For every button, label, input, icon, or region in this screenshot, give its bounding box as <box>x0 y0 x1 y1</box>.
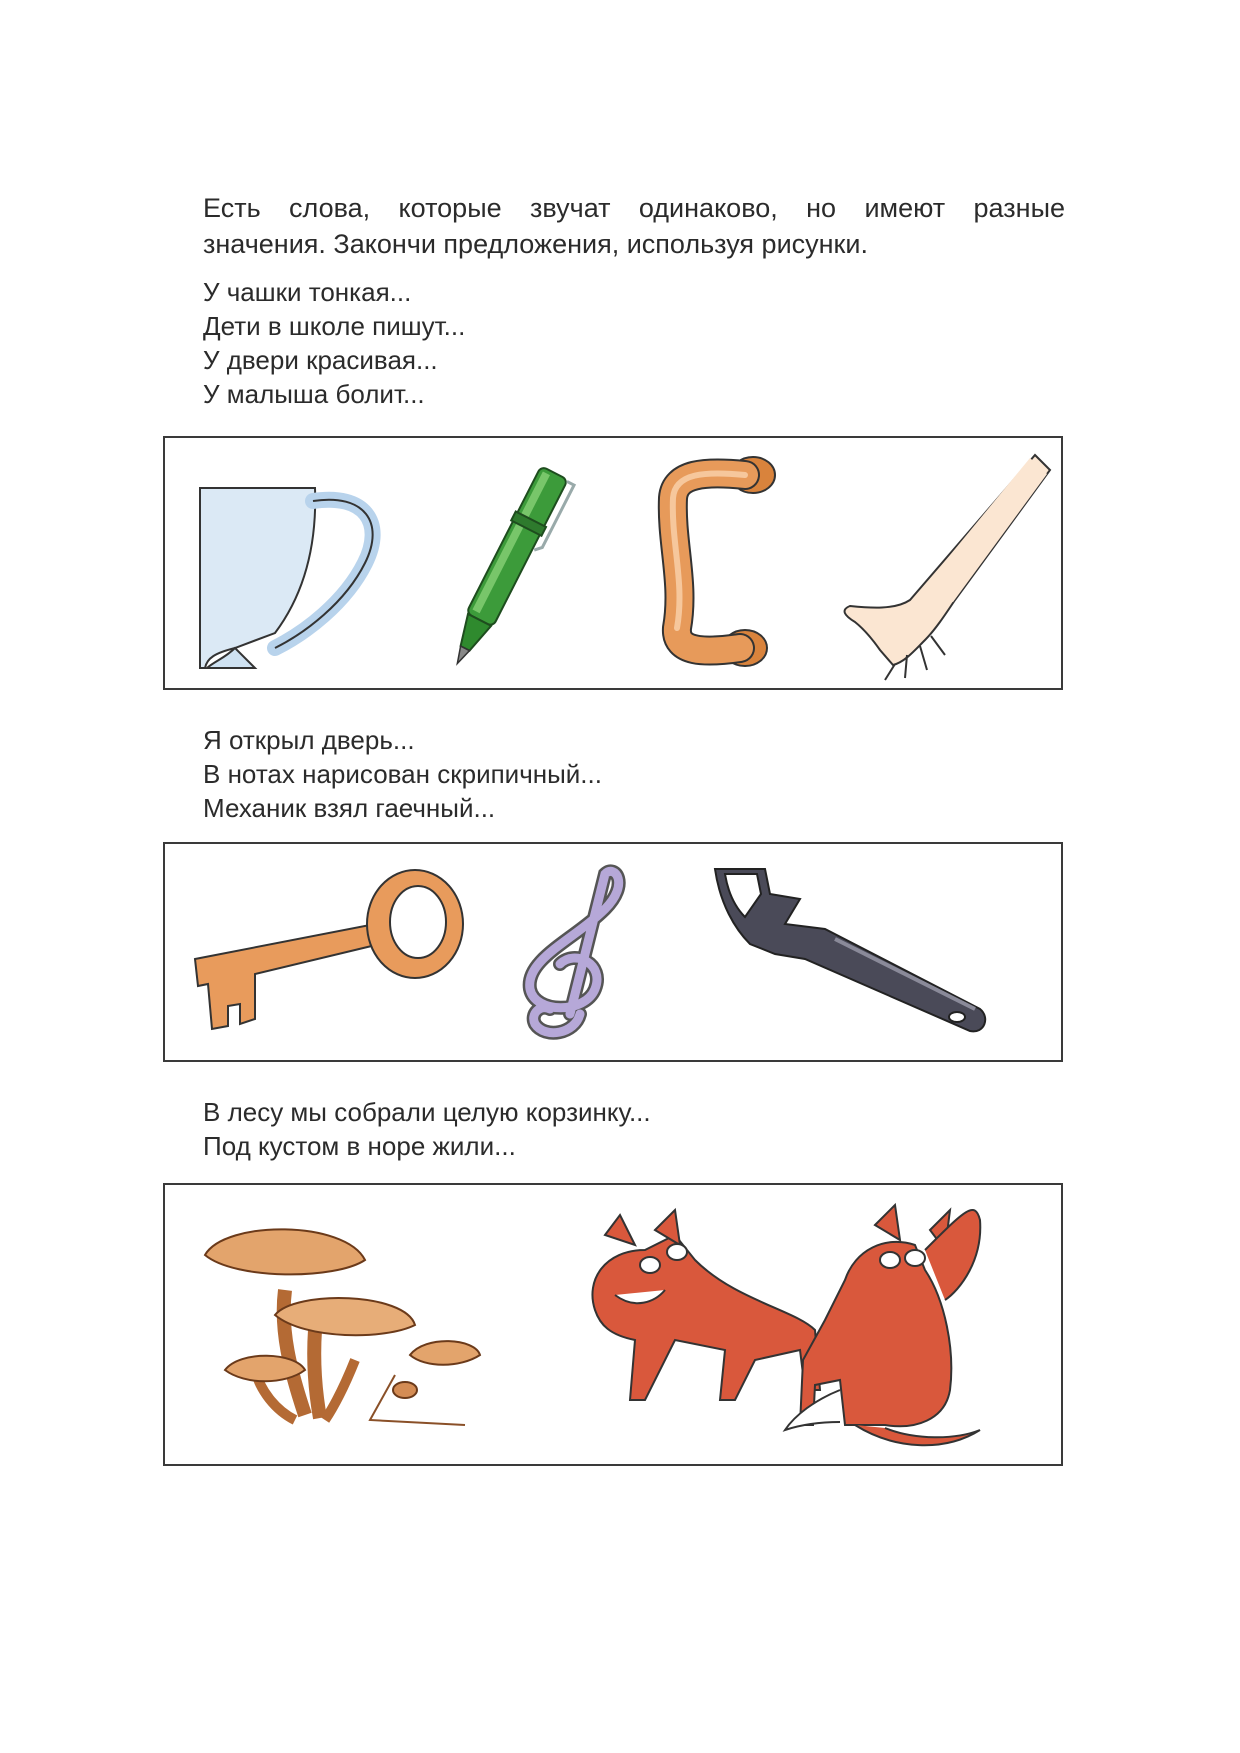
picture-panel-1 <box>163 436 1063 690</box>
picture-panel-3 <box>163 1183 1063 1466</box>
wrench-icon <box>695 859 995 1049</box>
mushrooms-icon <box>195 1220 485 1430</box>
picture-panel-2 <box>163 842 1063 1062</box>
sentence: В нотах нарисован скрипичный... <box>203 759 602 789</box>
sentence: У двери красивая... <box>203 345 438 375</box>
sentence: Дети в школе пишут... <box>203 311 466 341</box>
sentence-list-3 <box>203 1095 651 1163</box>
instructions-line-1: Есть слова, которые звучат одинаково, но имеют разные <box>203 193 1065 223</box>
treble-clef-icon <box>485 864 645 1044</box>
sentence-list-2 <box>203 723 602 825</box>
sentence: Механик взял гаечный... <box>203 793 496 823</box>
sentence: Под кустом в норе жили... <box>203 1131 516 1161</box>
cup-handle-icon <box>195 483 385 673</box>
door-handle-icon <box>645 453 795 678</box>
instructions <box>203 190 1065 262</box>
pen-icon <box>430 453 580 688</box>
sentence: У чашки тонкая... <box>203 277 412 307</box>
hand-icon <box>835 450 1055 685</box>
sentence: Я открыл дверь... <box>203 725 415 755</box>
sentence-list-1 <box>203 275 465 411</box>
sentence: В лесу мы собрали целую корзинку... <box>203 1097 651 1127</box>
sentence: У малыша болит... <box>203 379 425 409</box>
foxes-icon <box>585 1190 985 1460</box>
key-icon <box>190 864 470 1044</box>
instructions-line-2: значения. Закончи предложения, используя рисунки. <box>203 229 868 259</box>
